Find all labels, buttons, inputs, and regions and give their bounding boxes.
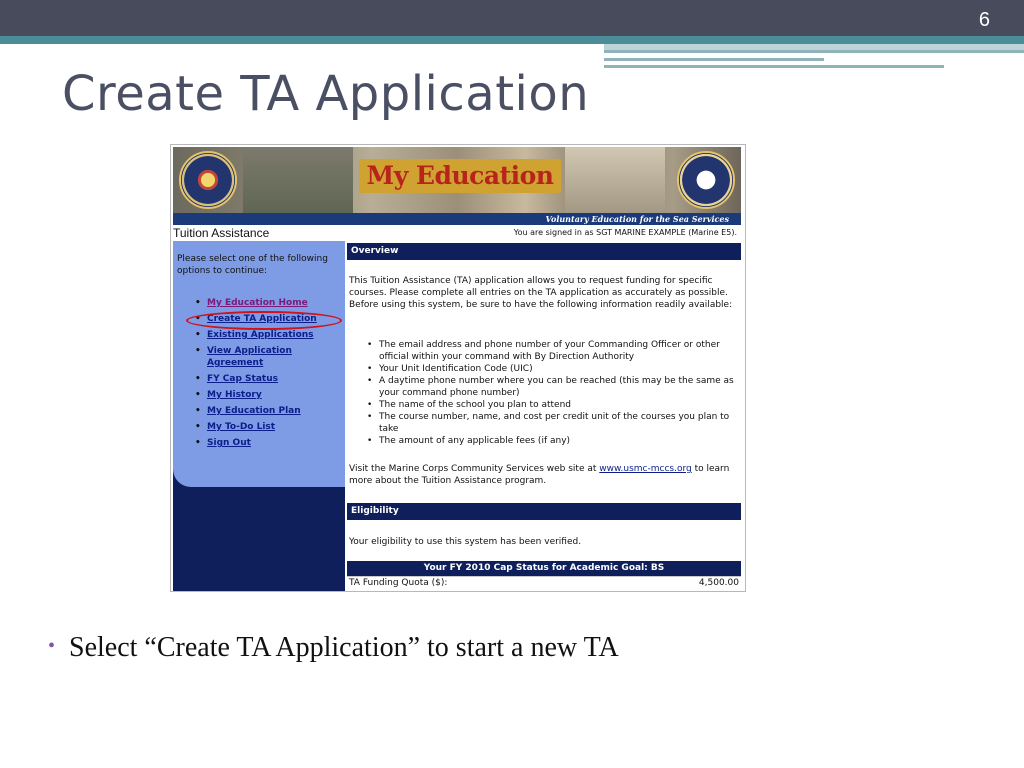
- sidebar-link[interactable]: My To-Do List: [207, 422, 276, 432]
- slide-title: Create TA Application: [62, 66, 590, 122]
- sidebar-link[interactable]: My Education Home: [207, 298, 308, 308]
- eligibility-heading: Eligibility: [347, 503, 741, 520]
- sidebar-link[interactable]: My Education Plan: [207, 406, 301, 416]
- sidebar-item-fy-cap-status: [193, 373, 345, 385]
- cap-row-label: TA Funding Quota ($):: [349, 578, 448, 588]
- banner-tagline: Voluntary Education for the Sea Services: [545, 214, 729, 224]
- sidebar-item-my-education-plan: [193, 405, 345, 417]
- banner-tagline-strip: [173, 213, 741, 225]
- site-logo: My Education: [359, 159, 561, 193]
- slide-accent-band: [0, 36, 1024, 44]
- list-item: • A daytime phone number where you can be reached (this may be the same as your command phone number): [365, 375, 735, 399]
- cap-status-heading: Your FY 2010 Cap Status for Academic Goal: BS: [347, 561, 741, 576]
- slide-decor-stripes: [604, 50, 1024, 70]
- sidebar-link[interactable]: Sign Out: [207, 438, 251, 448]
- list-item: • Your Unit Identification Code (UIC): [365, 363, 735, 375]
- sidebar-link[interactable]: Create TA Application: [207, 314, 317, 324]
- sidebar-menu: [193, 297, 345, 453]
- sidebar-item-sign-out: [193, 437, 345, 449]
- site-banner: [173, 147, 741, 213]
- eligibility-text: Your eligibility to use this system has been verified.: [349, 537, 582, 547]
- page-header: [173, 226, 741, 240]
- sidebar-item-create-ta-application: [193, 313, 345, 325]
- sidebar-item-my-education-home: [193, 297, 345, 309]
- navy-college-seal-icon: [677, 151, 735, 209]
- table-row: [347, 576, 741, 589]
- sidebar-item-view-application-agreement: [193, 345, 345, 369]
- list-item: • The name of the school you plan to attend: [365, 399, 735, 411]
- sidebar-item-existing-applications: [193, 329, 345, 341]
- sidebar-link[interactable]: View Application Agreement: [207, 346, 292, 368]
- page-title: Tuition Assistance: [173, 226, 270, 240]
- embedded-screenshot: [170, 144, 746, 592]
- list-item: • The course number, name, and cost per credit unit of the courses you plan to take: [365, 411, 735, 435]
- slide-bullet: [48, 632, 619, 664]
- sidebar-panel: [173, 241, 345, 487]
- signed-in-status: You are signed in as SGT MARINE EXAMPLE (Marine E5).: [513, 228, 737, 237]
- marine-corps-seal-icon: [179, 151, 237, 209]
- sidebar-intro: Please select one of the following options to continue:: [177, 254, 328, 276]
- sidebar-item-my-to-do-list: [193, 421, 345, 433]
- overview-heading: Overview: [347, 243, 741, 260]
- sidebar: [173, 241, 345, 591]
- list-item: • The email address and phone number of your Commanding Officer or other official within your command with By Direction Authority: [365, 339, 735, 363]
- sidebar-link[interactable]: My History: [207, 390, 262, 400]
- slide-number: 6: [978, 9, 990, 31]
- list-item: • The amount of any applicable fees (if any): [365, 435, 735, 447]
- overview-intro: This Tuition Assistance (TA) application allows you to request funding for specific courses. Please complete all entries on the TA application as accurately as possible. Before using this system, be sure to have the following information readily available:: [349, 276, 733, 310]
- sidebar-link[interactable]: Existing Applications: [207, 330, 314, 340]
- mccs-link[interactable]: www.usmc-mccs.org: [599, 464, 692, 474]
- slide-header-bar: [0, 0, 1024, 36]
- mccs-visit-text: Visit the Marine Corps Community Services web site at www.usmc-mccs.org to learn more about the Tuition Assistance program.: [349, 464, 730, 486]
- sidebar-link[interactable]: FY Cap Status: [207, 374, 278, 384]
- cap-row-value: 4,500.00: [698, 578, 739, 588]
- bullet-icon: •: [48, 635, 56, 657]
- slide-bullet-text: Select “Create TA Application” to start a new TA: [69, 632, 619, 663]
- sidebar-item-my-history: [193, 389, 345, 401]
- requirements-list: [365, 339, 735, 447]
